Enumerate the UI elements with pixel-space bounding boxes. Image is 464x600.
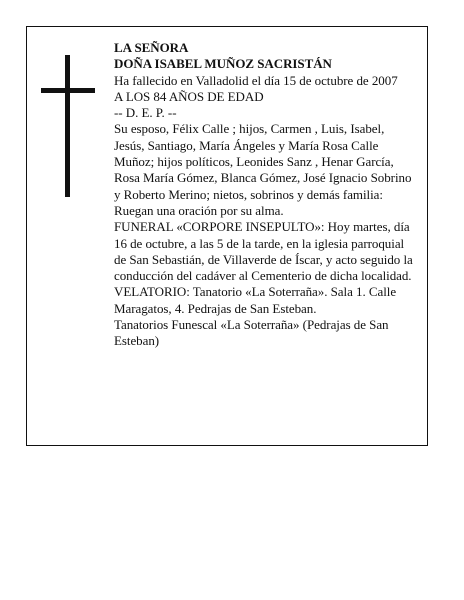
obituary-text (114, 40, 414, 350)
cross-horizontal-bar (41, 88, 95, 93)
obituary-notice (26, 26, 428, 446)
rip-line: -- D. E. P. -- (114, 105, 177, 121)
cross-icon (41, 55, 95, 197)
funeral-info: FUNERAL «CORPORE INSEPULTO»: Hoy martes, día 16 de octubre, a las 5 de la tarde, en la iglesia parroquial de San Sebastián, de Villaverde de Íscar, y acto seguido la conducción del cadáver al Cementerio de dicha localidad. (114, 219, 413, 284)
heading: LA SEÑORA (114, 40, 189, 55)
family-list: Su esposo, Félix Calle ; hijos, Carmen , Luis, Isabel, Jesús, Santiago, María Ángeles y María Rosa Calle Muñoz; hijos políticos, Leonides Sanz , Henar García, Rosa María Gómez, Blanca Gómez, José Ignacio Sobrino y Roberto Merino; nietos, sobrinos y demás familia: (114, 121, 412, 202)
wake-info: VELATORIO: Tanatorio «La Soterraña». Sala 1. Calle Maragatos, 4. Pedrajas de San Esteban. (114, 284, 397, 316)
funeral-home-info: Tanatorios Funescal «La Soterraña» (Pedrajas de San Esteban) (114, 317, 389, 349)
prayer-request: Ruegan una oración por su alma. (114, 202, 284, 218)
cross-vertical-bar (65, 55, 70, 197)
death-statement: Ha fallecido en Valladolid el día 15 de octubre de 2007 (114, 72, 398, 88)
deceased-name: DOÑA ISABEL MUÑOZ SACRISTÁN (114, 56, 332, 72)
age-statement: A LOS 84 AÑOS DE EDAD (114, 88, 264, 104)
